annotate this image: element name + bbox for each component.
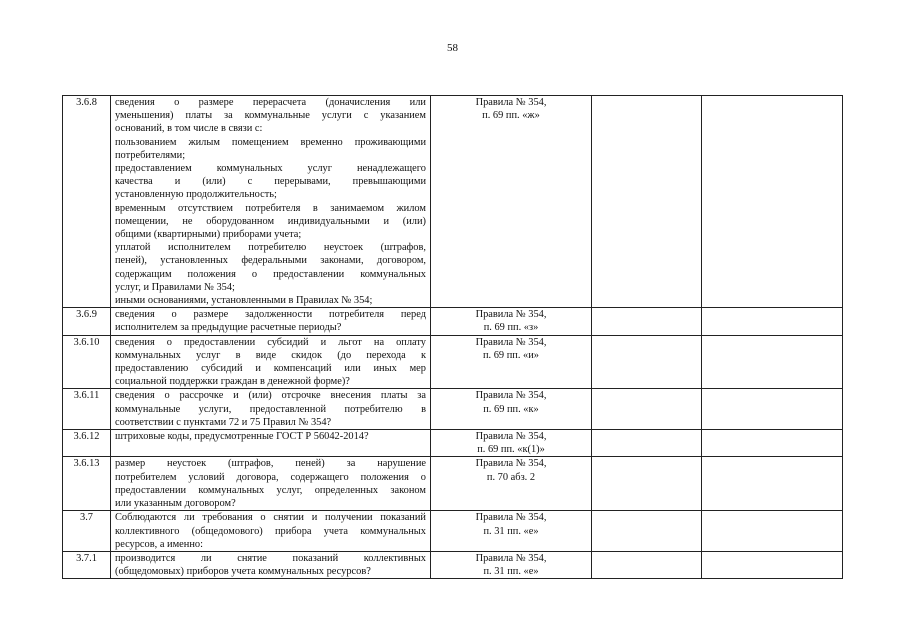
reference-line: Правила № 354, <box>475 97 547 108</box>
item-number: 3.6.9 <box>63 308 111 335</box>
requirement-line: общими (квартирными) приборами учета; <box>115 229 302 241</box>
requirement-line: размер неустоек (штрафов, пеней) за нарушение <box>115 458 426 470</box>
table-row <box>63 551 843 578</box>
requirement-line: сведения о размере задолженности потребителя перед <box>115 309 426 321</box>
requirement-line: сведения о предоставлении субсидий и льгот на оплату <box>115 336 426 348</box>
table-body <box>63 96 843 579</box>
requirement-line: коммунальные услуги, предоставленной потребителю в <box>115 403 426 415</box>
legal-reference <box>431 96 592 308</box>
answer-cell <box>592 457 702 511</box>
requirement-line: коммунальных услуг в виде скидок (до перехода к <box>115 349 426 361</box>
page-number: 58 <box>447 42 458 54</box>
legal-reference <box>431 430 592 457</box>
table-row <box>63 335 843 389</box>
item-number: 3.7 <box>63 511 111 552</box>
requirement-text <box>111 551 431 578</box>
legal-reference <box>431 457 592 511</box>
requirement-line: услуг, и Правилами № 354; <box>115 281 235 293</box>
requirement-line: штриховые коды, предусмотренные ГОСТ Р 56042-2014? <box>115 431 369 443</box>
answer-cell <box>592 96 702 308</box>
reference-line: п. 70 абз. 2 <box>486 471 536 483</box>
note-cell <box>702 96 843 308</box>
answer-cell <box>592 430 702 457</box>
item-number: 3.6.10 <box>63 335 111 389</box>
item-number: 3.6.13 <box>63 457 111 511</box>
table-row <box>63 457 843 511</box>
requirement-line: социальной поддержки граждан в денежной форме)? <box>115 376 350 388</box>
requirement-line: сведения о рассрочке и (или) отсрочке внесения платы за <box>115 390 426 402</box>
requirement-line: (общедомовых) приборов учета коммунальных ресурсов? <box>115 566 371 578</box>
requirement-text <box>111 457 431 511</box>
answer-cell <box>592 335 702 389</box>
note-cell <box>702 511 843 552</box>
reference-line: п. 31 пп. «е» <box>483 525 539 537</box>
reference-line: п. 31 пп. «е» <box>483 566 539 578</box>
requirement-line: Соблюдаются ли требования о снятии и получении показаний <box>115 512 426 524</box>
item-number: 3.6.8 <box>63 96 111 308</box>
table-row <box>63 511 843 552</box>
reference-line: п. 69 пп. «ж» <box>482 110 540 122</box>
answer-cell <box>592 511 702 552</box>
reference-line: Правила № 354, <box>475 512 547 524</box>
note-cell <box>702 457 843 511</box>
table-row <box>63 389 843 430</box>
requirement-line: пользованием жилым помещением временно проживающими <box>115 136 426 148</box>
requirement-line: установленную продолжительность; <box>115 189 277 201</box>
requirement-line: оснований, в том числе в связи с: <box>115 123 263 135</box>
requirement-line: потребителем условий договора, содержащего положения о <box>115 471 426 483</box>
requirement-text <box>111 335 431 389</box>
requirement-text <box>111 511 431 552</box>
reference-line: Правила № 354, <box>475 552 547 564</box>
reference-line: Правила № 354, <box>475 309 547 321</box>
requirement-text <box>111 389 431 430</box>
note-cell <box>702 551 843 578</box>
requirement-line: сведения о размере перерасчета (доначисления или <box>115 97 426 108</box>
requirement-line: потребителями; <box>115 149 186 161</box>
requirement-line: помещении, не оборудованном индивидуальными и (или) <box>115 215 426 227</box>
note-cell <box>702 335 843 389</box>
reference-line: Правила № 354, <box>475 336 547 348</box>
requirement-line: исполнителем за предыдущие расчетные периоды? <box>115 322 342 334</box>
reference-line: п. 69 пп. «к» <box>483 403 539 415</box>
legal-reference <box>431 308 592 335</box>
requirement-text <box>111 430 431 457</box>
requirement-line: содержащим положения о предоставлении коммунальных <box>115 268 426 280</box>
reference-line: Правила № 354, <box>475 431 547 443</box>
item-number: 3.6.11 <box>63 389 111 430</box>
table-row <box>63 430 843 457</box>
reference-line: п. 69 пп. «з» <box>483 322 539 334</box>
note-cell <box>702 389 843 430</box>
answer-cell <box>592 551 702 578</box>
answer-cell <box>592 308 702 335</box>
requirement-line: соответствии с пунктами 72 и 75 Правил № 354? <box>115 416 332 428</box>
requirement-line: или указанным договором? <box>115 498 236 510</box>
item-number: 3.6.12 <box>63 430 111 457</box>
requirement-line: уплатой исполнителем потребителю неустоек (штрафов, <box>115 242 426 254</box>
table-row <box>63 96 843 308</box>
legal-reference <box>431 551 592 578</box>
note-cell <box>702 308 843 335</box>
legal-reference <box>431 511 592 552</box>
table-row <box>63 308 843 335</box>
requirement-line: качества и (или) с перерывами, превышающими <box>115 176 426 188</box>
requirement-text <box>111 308 431 335</box>
requirement-line: предоставлении коммунальных услуг, определенных законом <box>115 484 426 496</box>
requirement-text <box>111 96 431 308</box>
requirement-line: временным отсутствием потребителя в занимаемом жилом <box>115 202 426 214</box>
requirement-line: коллективного (общедомового) прибора учета коммунальных <box>115 525 426 537</box>
reference-line: п. 69 пп. «к(1)» <box>477 444 545 456</box>
legal-reference <box>431 335 592 389</box>
requirement-line: предоставлению субсидий и компенсаций или иных мер <box>115 363 426 375</box>
requirement-line: предоставлением коммунальных услуг ненадлежащего <box>115 163 426 175</box>
requirement-line: производится ли снятие показаний коллективных <box>115 552 426 564</box>
requirement-line: пеней), установленных федеральными законами, договором, <box>115 255 426 267</box>
checklist-table <box>62 95 843 579</box>
reference-line: Правила № 354, <box>475 390 547 402</box>
requirement-line: иными основаниями, установленными в Правилах № 354; <box>115 295 373 307</box>
note-cell <box>702 430 843 457</box>
item-number: 3.7.1 <box>63 551 111 578</box>
reference-line: Правила № 354, <box>475 458 547 470</box>
legal-reference <box>431 389 592 430</box>
reference-line: п. 69 пп. «и» <box>482 349 539 361</box>
requirement-line: уменьшения) платы за коммунальные услуги с указанием <box>115 110 426 122</box>
answer-cell <box>592 389 702 430</box>
requirement-line: ресурсов, а именно: <box>115 538 204 550</box>
